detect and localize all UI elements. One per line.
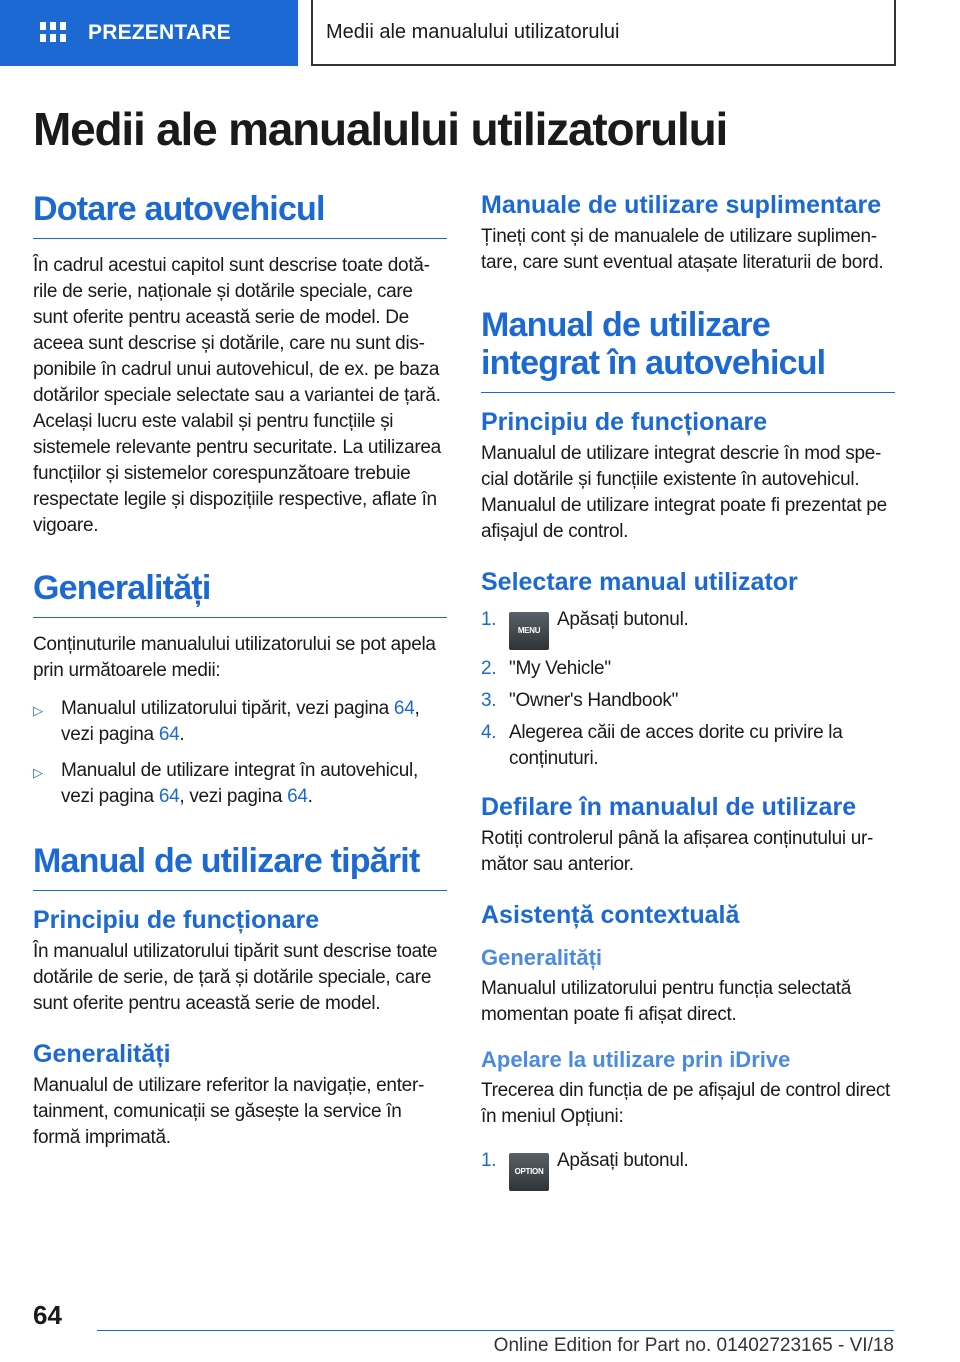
paragraph-defilare: Rotiți controlerul până la afișarea conținutului următor sau anterior. [481, 828, 874, 875]
option-button-icon[interactable]: OPTION [509, 1153, 549, 1191]
paragraph-principiu: În manualul utilizatorului tipărit sunt descrise toate dotările de serie, de țară și dotările speciale, care sunt oferite pentru această serie de model. [33, 941, 438, 1014]
left-column [33, 190, 447, 1151]
section-tab[interactable] [0, 0, 298, 66]
subheading-defilare: Defilare în manualul de utilizare [481, 793, 857, 821]
page-link[interactable]: 64 [158, 724, 180, 745]
paragraph-dotare: În cadrul acestui capitol sunt descrise toate dotările de serie, naționale și dotările speciale, care sunt oferite pentru această serie de model. De aceea sunt descrise și dotările, care nu sunt disponibile în cadrul unui autovehicul, de ex. pe baza dotărilor speciale selectate sau a variantei de țară. Același lucru este valabil și pentru funcțiile și sistemele relevante pentru securitate. La utilizarea funcțiilor și sistemelor corespunzătoare trebuie respectate legile și dispozițiile respective, aflate în vigoare. [33, 255, 441, 536]
right-column [481, 190, 895, 1197]
subheading-asistenta-generalitati: Generalități [481, 945, 603, 970]
list-item: ▷ Manualul utilizatorului tipărit, vezi pagina 64, vezi pagina 64. [33, 698, 420, 745]
list-item: ▷ Manualul de utilizare integrat în autovehicul, vezi pagina 64, vezi pagina 64. [33, 760, 418, 807]
subheading-selectare: Selectare manual utilizator [481, 568, 798, 596]
list-item: 2. "My Vehicle" [481, 658, 611, 679]
page-link[interactable]: 64 [393, 698, 415, 719]
heading-manual-tiparit: Manual de utilizare tipărit [33, 842, 447, 891]
subheading-apelare-idrive: Apelare la utilizare prin iDrive [481, 1047, 791, 1072]
heading-dotare: Dotare autovehicul [33, 190, 447, 239]
page-link[interactable]: 64 [158, 786, 180, 807]
steps-list [481, 607, 895, 772]
page-title: Medii ale manualului utilizatorului [33, 103, 728, 155]
list-item: 1. OPTIONApăsați butonul. [481, 1148, 895, 1191]
paragraph-tiparit-generalitati: Manualul de utilizare referitor la navigație, entertainment, comunicații se găsește la service în formă imprimată. [33, 1075, 425, 1148]
subheading-manuale-suplimentare: Manuale de utilizare suplimentare [481, 191, 882, 219]
list-item: 1. MENUApăsați butonul. [481, 607, 895, 650]
page-link[interactable]: 64 [287, 786, 308, 807]
heading-generalitati: Generalități [33, 569, 447, 618]
subheading-principiu: Principiu de funcționare [33, 906, 320, 934]
list-item: 3. "Owner's Handbook" [481, 690, 679, 711]
subheading-asistenta: Asistență contextuală [481, 901, 740, 929]
list-item: 4. Alegerea căii de acces dorite cu privire la conținuturi. [481, 722, 843, 769]
heading-manual-integrat: Manual de utilizare integrat în autovehicul [481, 306, 895, 393]
paragraph-asistenta-generalitati: Manualul utilizatorului pentru funcția selectată momentan poate fi afișat direct. [481, 978, 852, 1025]
paragraph-principiu-integrat: Manualul de utilizare integrat descrie în mod special dotările și funcțiile existente în autovehicul. Manualul de utilizare integrat poate fi prezentat pe afișajul de control. [481, 443, 887, 542]
triangle-bullet-icon: ▷ [33, 765, 43, 780]
triangle-bullet-icon: ▷ [33, 703, 43, 718]
subheading-principiu-integrat: Principiu de funcționare [481, 408, 768, 436]
paragraph-generalitati: Conținuturile manualului utilizatorului se pot apela prin următoarele medii: [33, 634, 436, 681]
steps-list-option [481, 1148, 895, 1191]
section-tab-label: PREZENTARE [88, 21, 231, 44]
page-header [0, 0, 960, 66]
footer-edition: Online Edition for Part no. 01402723165 - VI/18 [97, 1330, 894, 1357]
page-number: 64 [33, 1300, 62, 1330]
grid-menu-icon [40, 22, 66, 44]
subheading-generalitati: Generalități [33, 1040, 171, 1068]
paragraph-apelare-idrive: Trecerea din funcția de pe afișajul de control direct în meniul Opțiuni: [481, 1080, 891, 1127]
paragraph-manuale-suplimentare: Țineți cont și de manualele de utilizare suplimentare, care sunt eventual atașate literaturii de bord. [481, 226, 884, 273]
media-list [33, 696, 447, 810]
breadcrumb[interactable]: Medii ale manualului utilizatorului [311, 0, 896, 66]
menu-button-icon[interactable]: MENU [509, 612, 549, 650]
